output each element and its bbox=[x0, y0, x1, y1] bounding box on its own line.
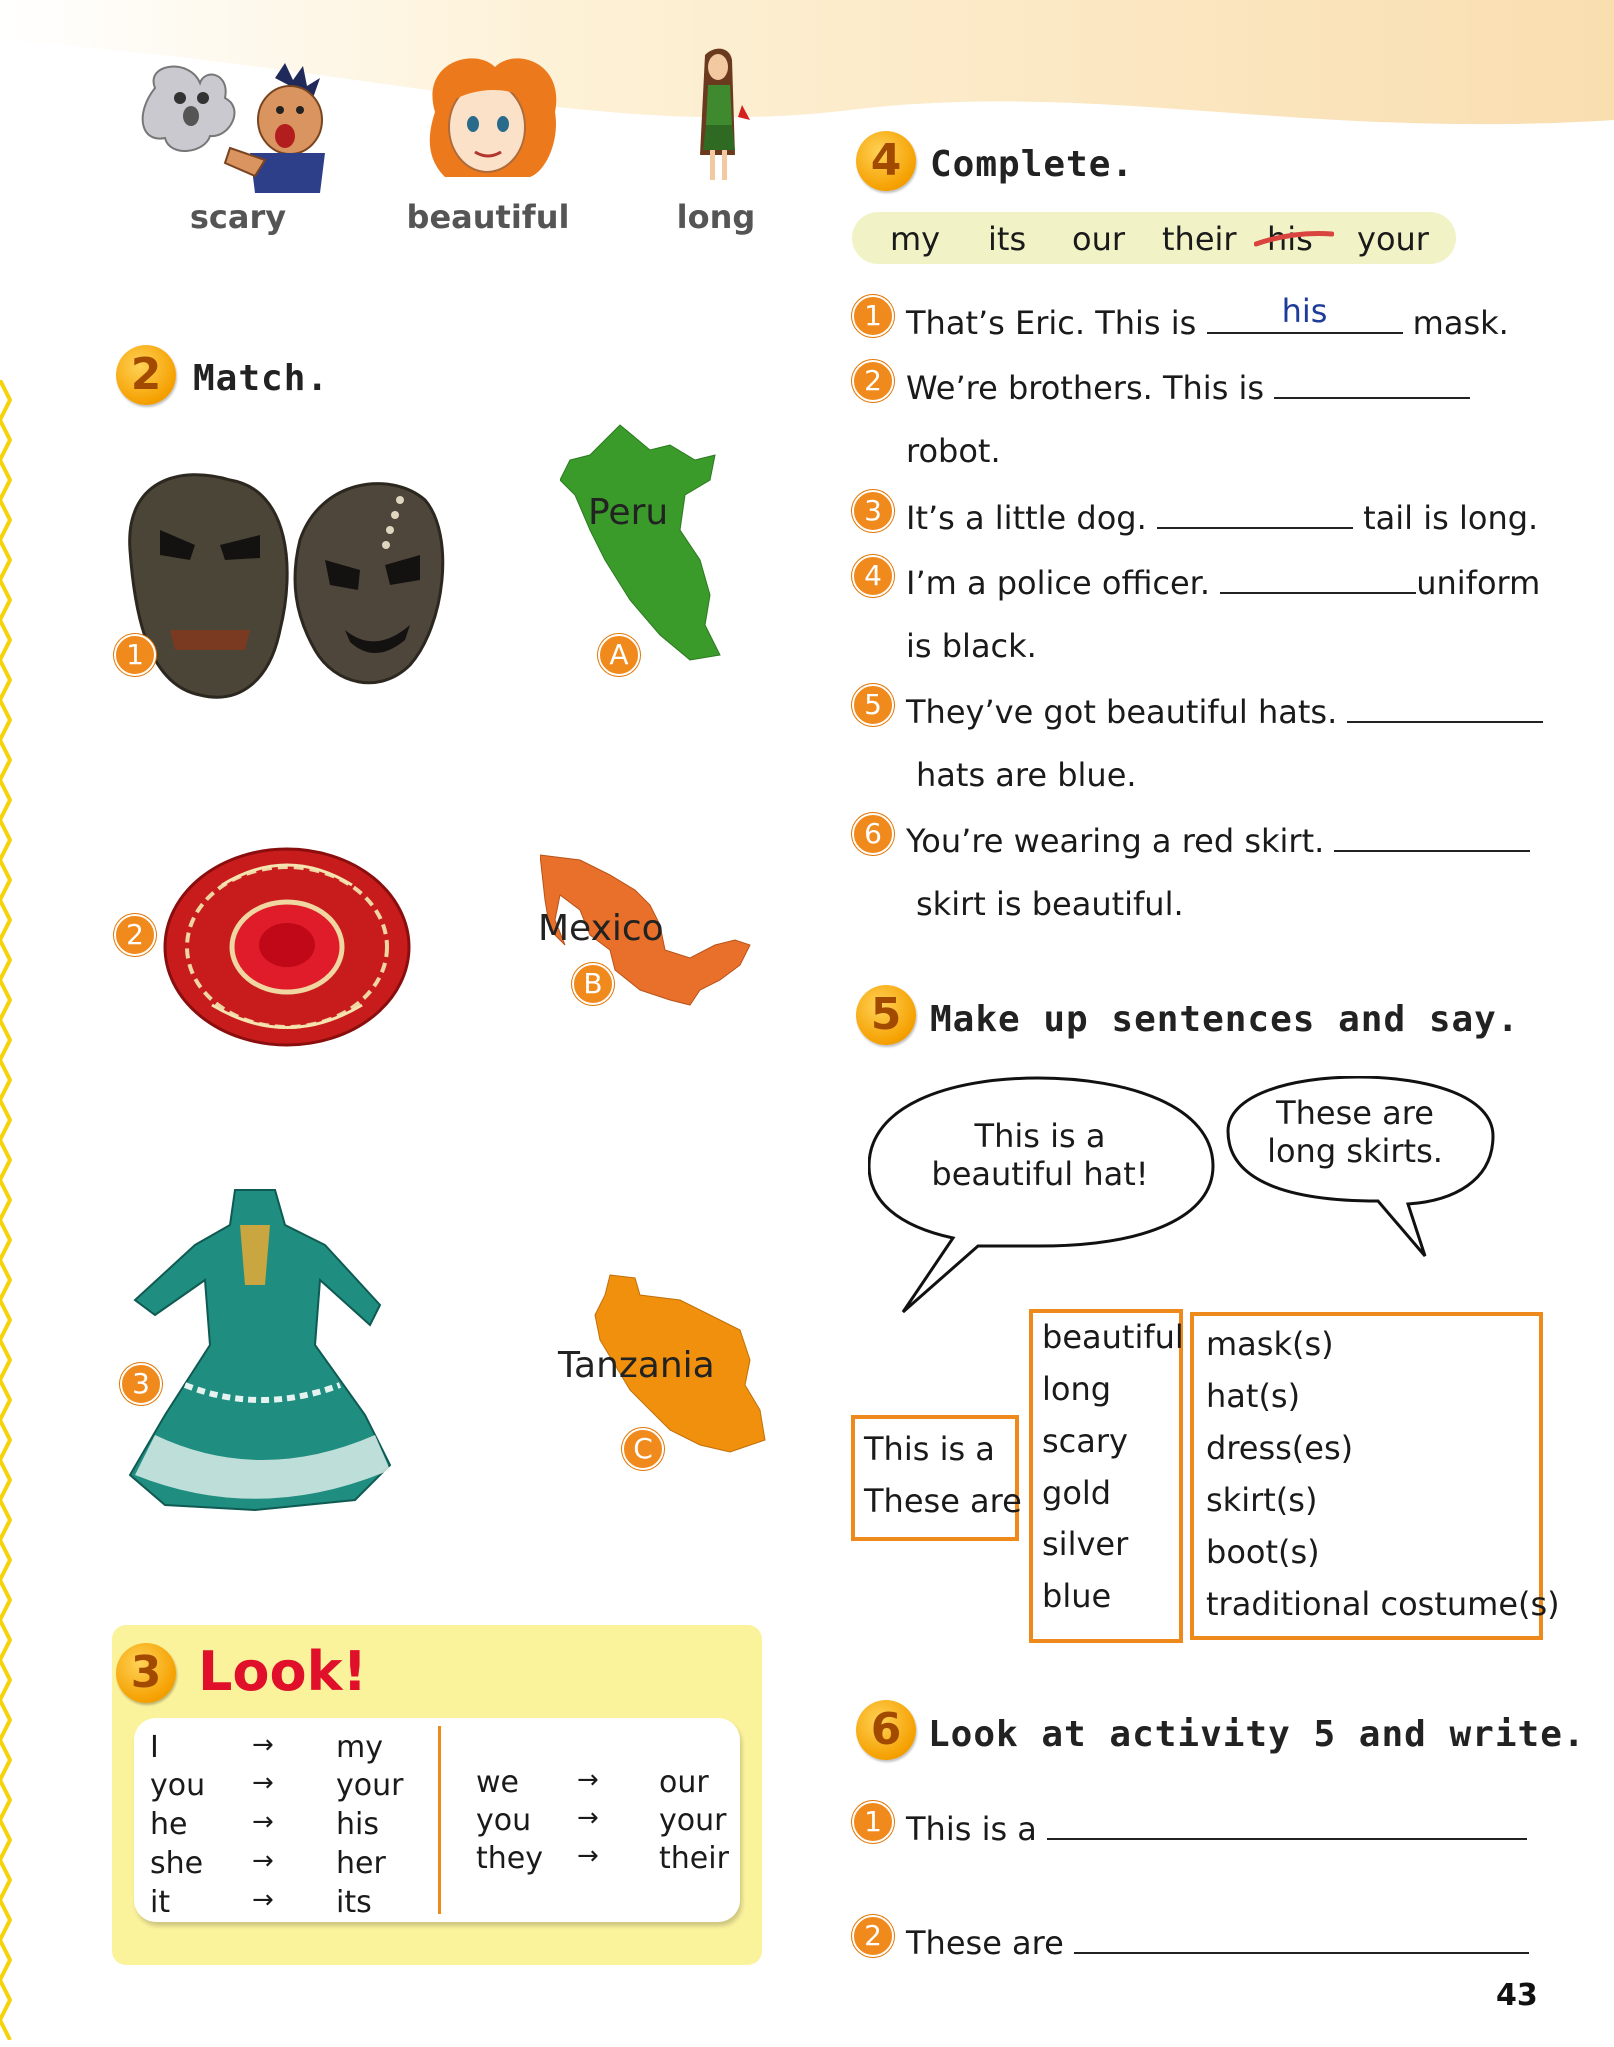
filled-answer: his bbox=[1281, 292, 1328, 330]
noun-option: dress(es) bbox=[1206, 1429, 1354, 1467]
answer-blank-4[interactable] bbox=[1220, 562, 1416, 594]
pronoun-it: it bbox=[150, 1885, 171, 1920]
answer-blank-6[interactable] bbox=[1334, 820, 1530, 852]
sentence-5-continuation: hats are blue. bbox=[916, 756, 1137, 794]
mask-photo bbox=[120, 460, 460, 710]
noun-option: skirt(s) bbox=[1206, 1481, 1318, 1519]
arrow: → bbox=[252, 1768, 274, 1798]
answer-blank-2[interactable] bbox=[1274, 367, 1470, 399]
pronoun-table bbox=[134, 1718, 740, 1922]
speech-bubble-1 bbox=[869, 1078, 1213, 1312]
map-letter-c: C bbox=[622, 1428, 664, 1470]
possessive-your-plural: your bbox=[659, 1803, 727, 1838]
sentence-number-6: 6 bbox=[852, 813, 894, 855]
pronoun-he: he bbox=[150, 1807, 188, 1842]
arrow: → bbox=[577, 1841, 599, 1871]
possessive-your: your bbox=[336, 1768, 404, 1803]
sentence-4-continuation: is black. bbox=[906, 627, 1037, 665]
noun-option: traditional costume(s) bbox=[1206, 1585, 1560, 1623]
long-haired-girl-illustration bbox=[680, 45, 760, 195]
item-number-2: 2 bbox=[114, 914, 156, 956]
sentence-number-4: 4 bbox=[852, 555, 894, 597]
pronoun-they: they bbox=[476, 1841, 543, 1876]
word-bank-item-crossed: his bbox=[1267, 220, 1313, 258]
sentence-2-start: We’re brothers. This is bbox=[906, 369, 1265, 407]
activity-4-badge: 4 bbox=[856, 131, 916, 191]
arrow: → bbox=[577, 1803, 599, 1833]
pronoun-you: you bbox=[150, 1768, 206, 1803]
vocab-word-scary: scary bbox=[189, 198, 287, 236]
possessive-their: their bbox=[659, 1841, 729, 1876]
sentence-6 bbox=[906, 820, 1530, 860]
answer-blank-5[interactable] bbox=[1347, 691, 1543, 723]
sentence-3-start: It’s a little dog. bbox=[906, 499, 1147, 537]
map-label-mexico: Mexico bbox=[538, 908, 664, 949]
arrow: → bbox=[252, 1885, 274, 1915]
activity-3-badge: 3 bbox=[116, 1643, 176, 1703]
sentence-start-option: These are bbox=[864, 1482, 1022, 1520]
answer-blank-1[interactable] bbox=[1207, 292, 1403, 334]
map-letter-a: A bbox=[598, 634, 640, 676]
sentence-4-start: I’m a police officer. bbox=[906, 564, 1211, 602]
sentence-4-end: uniform bbox=[1416, 564, 1541, 602]
sentence-3 bbox=[906, 497, 1538, 537]
dress-photo bbox=[125, 1185, 395, 1515]
adjective-option: beautiful bbox=[1042, 1318, 1184, 1356]
pronoun-i: I bbox=[150, 1730, 159, 1765]
item-number-3: 3 bbox=[120, 1363, 162, 1405]
noun-option: boot(s) bbox=[1206, 1533, 1320, 1571]
activity-2-badge: 2 bbox=[116, 345, 176, 405]
word-bank bbox=[852, 212, 1456, 264]
page-number: 43 bbox=[1496, 1978, 1538, 2013]
sentence-1-end: mask. bbox=[1412, 304, 1509, 342]
arrow: → bbox=[252, 1807, 274, 1837]
pronoun-she: she bbox=[150, 1846, 204, 1881]
word-bank-item: your bbox=[1357, 220, 1429, 258]
vocab-word-long: long bbox=[676, 198, 756, 236]
word-bank-item: their bbox=[1162, 220, 1237, 258]
sentence-2 bbox=[906, 367, 1470, 407]
activity-5-title: Make up sentences and say. bbox=[930, 999, 1520, 1040]
sentence-number-5: 5 bbox=[852, 684, 894, 726]
sombrero-photo bbox=[162, 845, 412, 1050]
sentence-5-start: They’ve got beautiful hats. bbox=[906, 693, 1338, 731]
write-line-2-start: These are bbox=[906, 1924, 1064, 1962]
pronoun-you-plural: you bbox=[476, 1803, 532, 1838]
sentence-1-start: That’s Eric. This is bbox=[906, 304, 1197, 342]
sentence-3-end: tail is long. bbox=[1363, 499, 1539, 537]
adjective-option: blue bbox=[1042, 1577, 1112, 1615]
noun-option: mask(s) bbox=[1206, 1325, 1334, 1363]
scared-boy-ghost-illustration bbox=[135, 58, 335, 193]
speech-bubble-2-text: These are long skirts. bbox=[1267, 1094, 1443, 1170]
word-bank-item: my bbox=[890, 220, 941, 258]
pronoun-divider bbox=[438, 1726, 441, 1914]
adjective-option: gold bbox=[1042, 1474, 1112, 1512]
write-line-1-start: This is a bbox=[906, 1810, 1037, 1848]
map-label-tanzania: Tanzania bbox=[558, 1345, 715, 1386]
look-title: Look! bbox=[198, 1640, 368, 1703]
write-line-2 bbox=[906, 1922, 1529, 1962]
activity-5-badge: 5 bbox=[856, 985, 916, 1045]
arrow: → bbox=[252, 1846, 274, 1876]
strike-mark bbox=[1254, 224, 1334, 248]
sentence-2-continuation: robot. bbox=[906, 432, 1001, 470]
activity-2-title: Match. bbox=[193, 358, 330, 399]
sentence-5 bbox=[906, 691, 1543, 731]
activity-4-title: Complete. bbox=[930, 144, 1135, 185]
red-haired-girl-illustration bbox=[415, 52, 565, 192]
map-label-peru: Peru bbox=[588, 492, 669, 533]
item-number-1: 1 bbox=[114, 634, 156, 676]
answer-blank-3[interactable] bbox=[1157, 497, 1353, 529]
possessive-our: our bbox=[659, 1765, 709, 1800]
write-blank-1[interactable] bbox=[1047, 1808, 1527, 1840]
sentence-number-2: 2 bbox=[852, 360, 894, 402]
word-bank-item: our bbox=[1072, 220, 1126, 258]
write-line-1 bbox=[906, 1808, 1527, 1848]
write-line-number-1: 1 bbox=[852, 1801, 894, 1843]
peru-map bbox=[560, 420, 745, 670]
left-zigzag-border bbox=[0, 380, 14, 2040]
write-line-number-2: 2 bbox=[852, 1915, 894, 1957]
possessive-her: her bbox=[336, 1846, 386, 1881]
speech-bubble-1-text: This is a beautiful hat! bbox=[931, 1117, 1149, 1193]
adjective-option: long bbox=[1042, 1370, 1112, 1408]
sentence-4 bbox=[906, 562, 1540, 602]
activity-6-title: Look at activity 5 and write. bbox=[928, 1714, 1586, 1755]
map-letter-b: B bbox=[572, 963, 614, 1005]
possessive-its: its bbox=[336, 1885, 372, 1920]
possessive-my: my bbox=[336, 1730, 383, 1765]
vocab-word-beautiful: beautiful bbox=[406, 198, 570, 236]
noun-option: hat(s) bbox=[1206, 1377, 1301, 1415]
pronoun-we: we bbox=[476, 1765, 519, 1800]
sentence-6-start: You’re wearing a red skirt. bbox=[906, 822, 1325, 860]
sentence-number-1: 1 bbox=[852, 295, 894, 337]
write-blank-2[interactable] bbox=[1074, 1922, 1529, 1954]
arrow: → bbox=[577, 1765, 599, 1795]
activity-6-badge: 6 bbox=[856, 1700, 916, 1760]
adjective-option: scary bbox=[1042, 1422, 1128, 1460]
sentence-start-option: This is a bbox=[864, 1430, 995, 1468]
arrow: → bbox=[252, 1730, 274, 1760]
adjective-option: silver bbox=[1042, 1525, 1129, 1563]
word-bank-item: its bbox=[988, 220, 1027, 258]
possessive-his: his bbox=[336, 1807, 379, 1842]
sentence-1 bbox=[906, 292, 1509, 342]
sentence-6-continuation: skirt is beautiful. bbox=[916, 885, 1184, 923]
sentence-number-3: 3 bbox=[852, 490, 894, 532]
